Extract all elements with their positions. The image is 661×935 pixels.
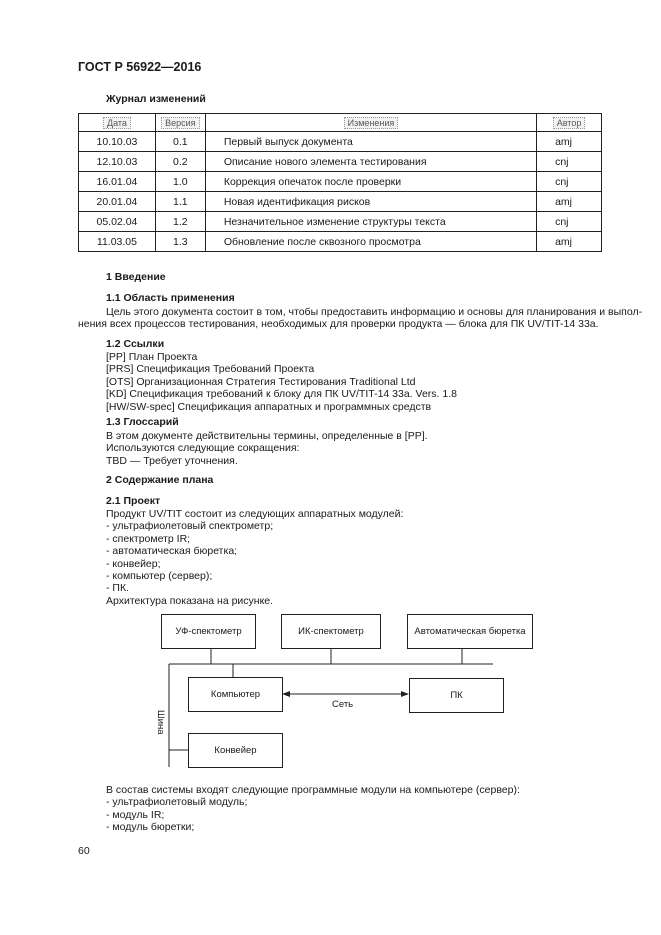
table-caption: Журнал изменений (106, 93, 206, 105)
software-line: В состав системы входят следующие программные модули на компьютере (сервер): (106, 784, 520, 796)
cell-date: 16.01.04 (79, 172, 156, 192)
cell-date: 20.01.04 (79, 192, 156, 212)
project-line: Архитектура показана на рисунке. (106, 594, 274, 607)
cell-date: 05.02.04 (79, 212, 156, 232)
cell-date: 11.03.05 (79, 232, 156, 252)
project-line: - спектрометр IR; (106, 532, 191, 545)
section-1-3-title: 1.3 Глоссарий (106, 416, 179, 428)
section-1-title: 1 Введение (106, 271, 166, 283)
project-line: - ПК. (106, 582, 129, 595)
project-line: - конвейер; (106, 557, 161, 570)
table-row (79, 232, 602, 252)
page-number: 60 (78, 845, 90, 857)
cell-author: amj (537, 132, 602, 152)
software-line: - ультрафиолетовый модуль; (106, 796, 248, 809)
uv-spectrometer-box: УФ-спектометр (161, 614, 256, 649)
project-line: - компьютер (сервер); (106, 570, 213, 583)
software-modules-text (106, 784, 520, 834)
cell-change: Коррекция опечаток после проверки (205, 172, 536, 192)
cell-version: 1.1 (155, 192, 205, 212)
col-changes: Изменения (205, 114, 536, 132)
bus-label: Шина (155, 710, 166, 735)
project-text (106, 508, 403, 607)
cell-author: cnj (537, 212, 602, 232)
cell-author: amj (537, 232, 602, 252)
glossary-line: В этом документе действительны термины, определенные в [PP]. (106, 430, 428, 442)
glossary-line: Используются следующие сокращения: (106, 442, 300, 455)
scope-text-line1: Цель этого документа состоит в том, чтобы предоставить информацию и основы для планирования и выпол- (106, 306, 643, 318)
scope-text-line2: нения всех процессов тестирования, необходимых для проверки продукта — блока для ПК UV/TIT-14 33a. (78, 318, 599, 330)
glossary-line: TBD — Требует уточнения. (106, 454, 238, 467)
cell-change: Незначительное изменение структуры текста (205, 212, 536, 232)
changelog-table (78, 113, 602, 252)
pc-box: ПК (409, 678, 504, 713)
cell-author: cnj (537, 172, 602, 192)
project-line: - ультрафиолетовый спектрометр; (106, 520, 274, 533)
cell-date: 10.10.03 (79, 132, 156, 152)
table-row (79, 172, 602, 192)
col-date: Дата (79, 114, 156, 132)
reference-item: [HW/SW-spec] Спецификация аппаратных и программных средств (106, 400, 432, 413)
project-line: Продукт UV/TIT состоит из следующих аппаратных модулей: (106, 508, 404, 520)
network-label: Сеть (332, 699, 354, 710)
section-1-1-title: 1.1 Область применения (106, 292, 235, 304)
cell-version: 1.2 (155, 212, 205, 232)
cell-change: Обновление после сквозного просмотра (205, 232, 536, 252)
reference-item: [OTS] Организационная Стратегия Тестирования Traditional Ltd (106, 375, 416, 388)
table-row (79, 132, 602, 152)
cell-date: 12.10.03 (79, 152, 156, 172)
reference-item: [PRS] Спецификация Требований Проекта (106, 363, 315, 376)
table-row (79, 212, 602, 232)
computer-box: Компьютер (188, 677, 283, 712)
section-2-title: 2 Содержание плана (106, 474, 214, 486)
glossary-text (106, 430, 428, 467)
cell-change: Первый выпуск документа (205, 132, 536, 152)
cell-author: cnj (537, 152, 602, 172)
table-row (79, 152, 602, 172)
software-line: - модуль бюретки; (106, 821, 195, 834)
section-1-2-title: 1.2 Ссылки (106, 338, 165, 350)
cell-version: 0.1 (155, 132, 205, 152)
conveyor-box: Конвейер (188, 733, 283, 768)
col-author: Автор (537, 114, 602, 132)
reference-item: [PP] План Проекта (106, 351, 198, 363)
reference-item: [KD] Спецификация требований к блоку для ПК UV/TIT-14 33a. Vers. 1.8 (106, 388, 457, 401)
cell-version: 1.3 (155, 232, 205, 252)
ir-spectrometer-box: ИК-спектометр (281, 614, 381, 649)
cell-change: Новая идентификация рисков (205, 192, 536, 212)
cell-change: Описание нового элемента тестирования (205, 152, 536, 172)
table-header-row (79, 114, 602, 132)
section-2-1-title: 2.1 Проект (106, 495, 161, 507)
cell-version: 1.0 (155, 172, 205, 192)
software-line: - модуль IR; (106, 808, 165, 821)
document-header: ГОСТ Р 56922—2016 (78, 60, 202, 74)
project-line: - автоматическая бюретка; (106, 545, 238, 558)
burette-box: Автоматическая бюретка (407, 614, 533, 649)
col-version: Версия (155, 114, 205, 132)
cell-version: 0.2 (155, 152, 205, 172)
cell-author: amj (537, 192, 602, 212)
references-list (106, 351, 457, 413)
table-row (79, 192, 602, 212)
